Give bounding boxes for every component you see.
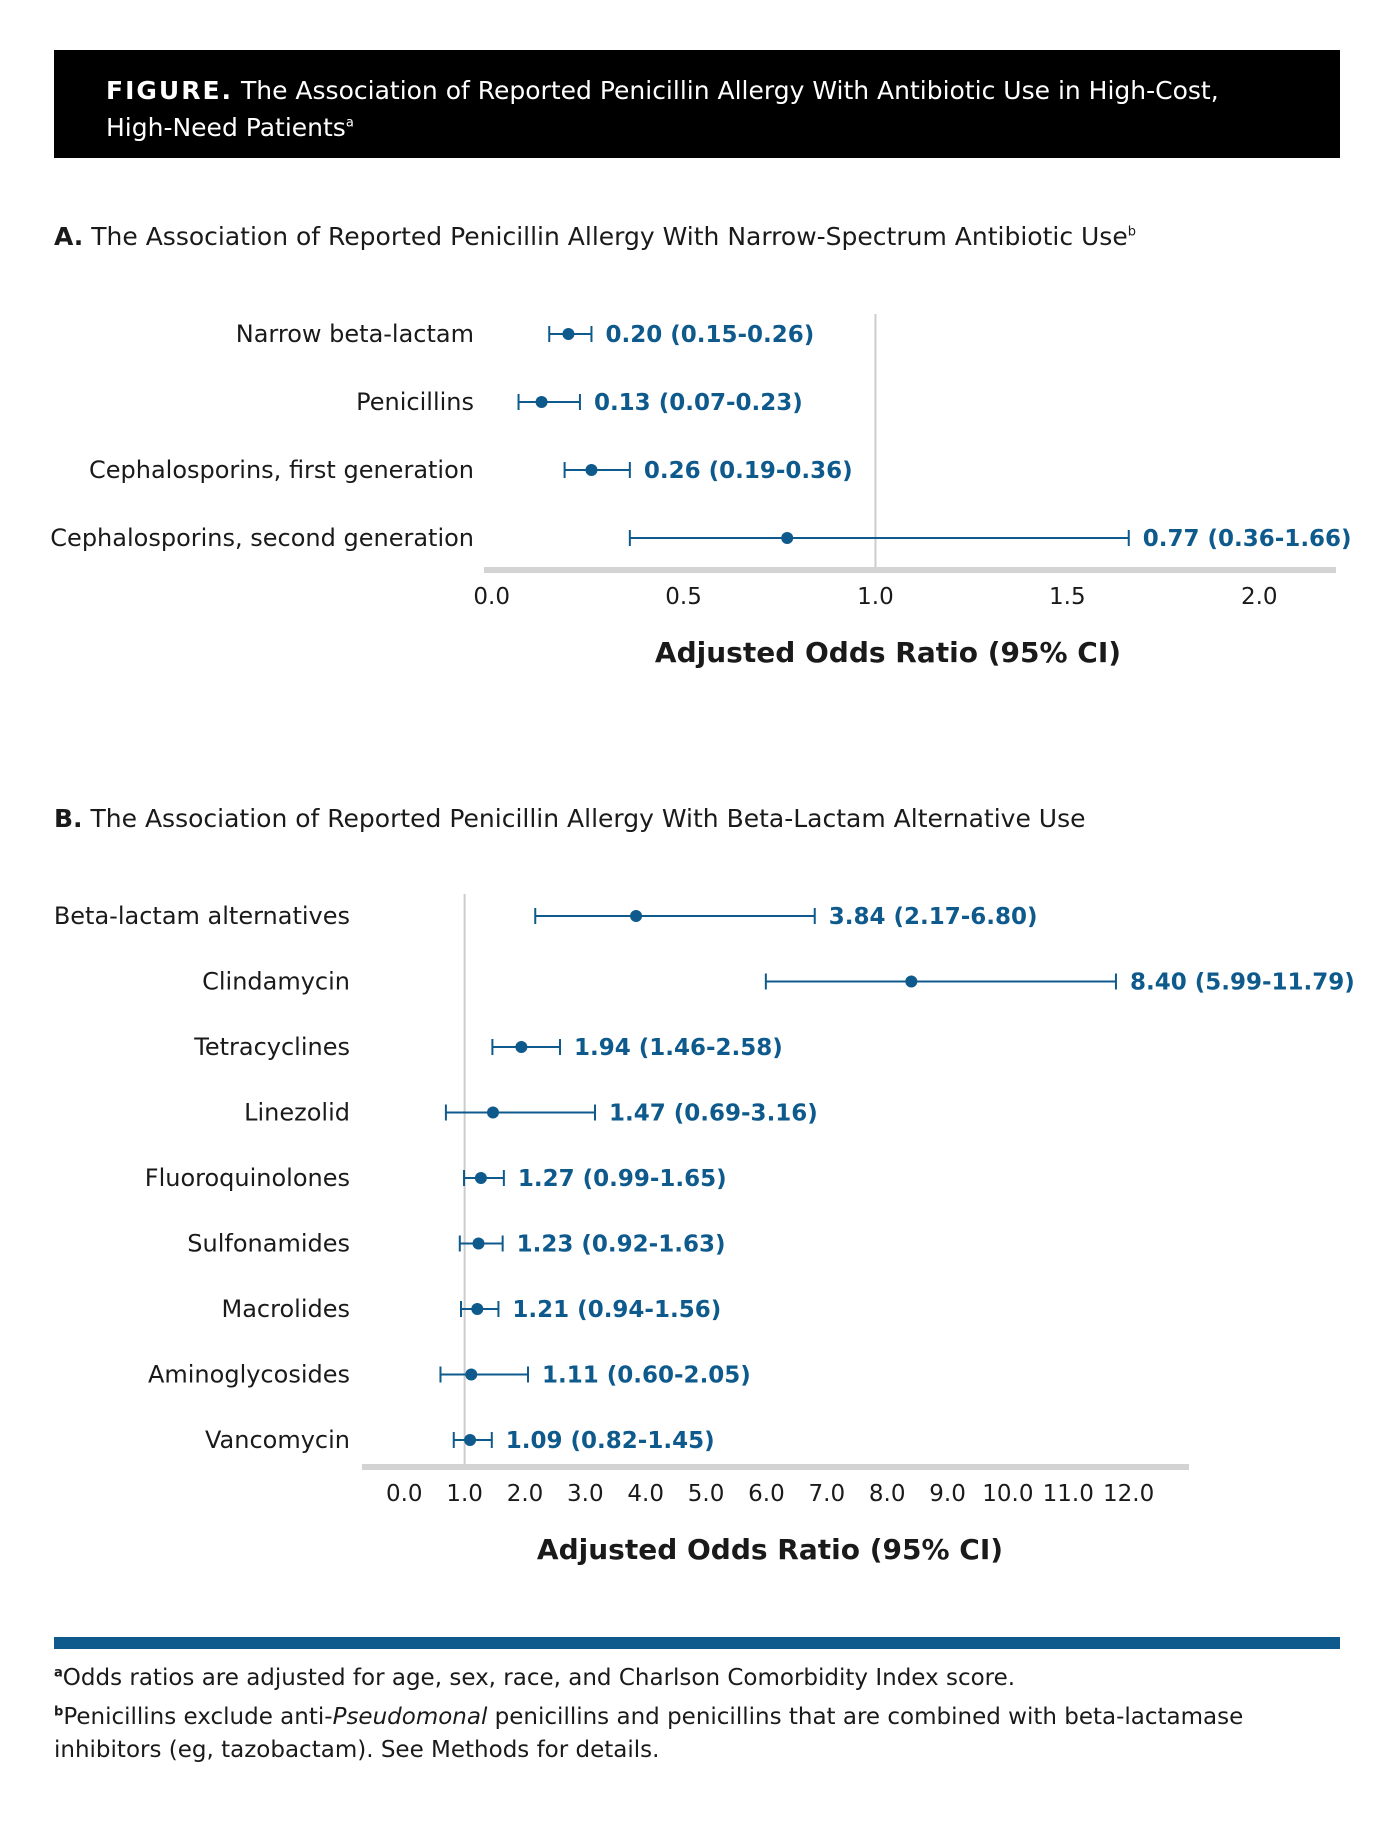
panel-a-row-label: Cephalosporins, second generation	[50, 524, 474, 552]
panel-b-value-label: 1.21 (0.94-1.56)	[512, 1297, 722, 1323]
forest-plot-a	[0, 300, 1393, 700]
panel-a-point-estimate	[562, 328, 574, 340]
panel-b-point-estimate	[473, 1238, 485, 1250]
panel-b-value-label: 1.94 (1.46-2.58)	[573, 1035, 783, 1061]
panel-b-row-label: Macrolides	[221, 1295, 350, 1323]
panel-b-tick-label: 7.0	[808, 1481, 846, 1507]
panel-a-tick-label: 2.0	[1240, 584, 1278, 610]
panel-b-row-label: Linezolid	[244, 1098, 350, 1127]
panel-a-value-label: 0.26 (0.19-0.36)	[643, 458, 853, 484]
panel-b-tick-label: 10.0	[982, 1481, 1034, 1507]
panel-b-point-estimate	[487, 1107, 499, 1119]
panel-b-row-label: Sulfonamides	[187, 1229, 350, 1258]
panel-a-row-label: Narrow beta-lactam	[235, 320, 474, 348]
footnote-a	[54, 1662, 1340, 1695]
panel-b-row-label: Tetracyclines	[194, 1033, 350, 1061]
panel-b-tick-label: 11.0	[1042, 1481, 1094, 1507]
footnotes	[54, 1662, 1340, 1773]
panel-a-row-label: Penicillins	[356, 388, 474, 416]
panel-b-point-estimate	[464, 1434, 476, 1446]
panel-b-point-estimate	[475, 1172, 487, 1184]
panel-a-point-estimate	[536, 396, 548, 408]
panel-a-tick-label: 0.0	[473, 584, 510, 610]
figure-title-line2: High-Need Patients	[106, 113, 346, 142]
panel-a-tick-label: 1.0	[857, 584, 894, 610]
panel-b-tick-label: 9.0	[929, 1481, 966, 1507]
panel-a-tick-label: 0.5	[665, 584, 702, 610]
footnote-a-text: Odds ratios are adjusted for age, sex, race, and Charlson Comorbidity Index score.	[62, 1665, 1016, 1691]
panel-a-row-label: Cephalosporins, first generation	[88, 456, 474, 484]
figure-title-footnote-mark: a	[345, 115, 354, 131]
panel-b-row-label: Fluoroquinolones	[144, 1164, 350, 1192]
panel-a-footnote-mark: b	[1127, 224, 1136, 240]
panel-a-point-estimate	[781, 532, 793, 544]
figure-title	[54, 50, 1340, 158]
footer-rule	[54, 1637, 1340, 1649]
figure-label: FIGURE.	[106, 76, 234, 105]
panel-a-letter: A.	[54, 222, 84, 251]
panel-a-x-axis-label: Adjusted Odds Ratio (95% CI)	[654, 636, 1122, 669]
panel-a-title-text: The Association of Reported Penicillin Allergy With Narrow-Spectrum Antibiotic Use	[91, 222, 1128, 251]
panel-b-tick-label: 3.0	[567, 1481, 604, 1507]
panel-b-value-label: 3.84 (2.17-6.80)	[828, 904, 1038, 930]
footnote-b	[54, 1701, 1340, 1767]
panel-b-tick-label: 1.0	[446, 1481, 483, 1507]
panel-b-point-estimate	[905, 976, 917, 988]
panel-b-tick-label: 5.0	[687, 1481, 725, 1507]
panel-b-row-label: Beta-lactam alternatives	[53, 902, 350, 930]
panel-b-row-label: Aminoglycosides	[147, 1360, 350, 1389]
panel-b-point-estimate	[515, 1041, 527, 1053]
panel-b-value-label: 1.27 (0.99-1.65)	[517, 1166, 727, 1192]
panel-b-row-label: Clindamycin	[202, 967, 350, 996]
panel-a-value-label: 0.77 (0.36-1.66)	[1142, 526, 1352, 552]
panel-b-tick-label: 12.0	[1103, 1481, 1155, 1507]
panel-b-value-label: 1.11 (0.60-2.05)	[542, 1362, 751, 1389]
panel-b-value-label: 1.47 (0.69-3.16)	[609, 1100, 818, 1127]
panel-a-point-estimate	[585, 464, 597, 476]
panel-a-value-label: 0.13 (0.07-0.23)	[593, 390, 803, 416]
panel-a-title	[54, 222, 1136, 251]
figure-title-line1: The Association of Reported Penicillin Allergy With Antibiotic Use in High-Cost,	[240, 76, 1219, 105]
panel-b-value-label: 1.23 (0.92-1.63)	[516, 1231, 726, 1258]
panel-b-tick-label: 4.0	[627, 1481, 665, 1507]
panel-b-point-estimate	[465, 1369, 477, 1381]
panel-b-tick-label: 8.0	[868, 1481, 906, 1507]
panel-b-tick-label: 6.0	[748, 1481, 785, 1507]
panel-b-value-label: 1.09 (0.82-1.45)	[505, 1428, 715, 1454]
panel-b-point-estimate	[471, 1303, 483, 1315]
panel-b-row-label: Vancomycin	[204, 1426, 350, 1454]
panel-b-value-label: 8.40 (5.99-11.79)	[1129, 969, 1355, 996]
panel-b-tick-label: 0.0	[385, 1481, 423, 1507]
footnote-b-mark: b	[54, 1704, 64, 1720]
footnote-b-text-italic: Pseudomonal	[332, 1704, 488, 1730]
panel-b-x-axis-label: Adjusted Odds Ratio (95% CI)	[536, 1533, 1004, 1566]
panel-b-title	[54, 804, 1085, 833]
panel-a-tick-label: 1.5	[1049, 584, 1086, 610]
footnote-b-text-2: penicillins and penicillins that are combined with beta-lactamase inhibitors (eg, tazobactam). See Methods for details.	[54, 1704, 1244, 1763]
forest-plot-b	[0, 880, 1393, 1600]
panel-b-title-text: The Association of Reported Penicillin Allergy With Beta-Lactam Alternative Use	[90, 804, 1086, 833]
panel-b-letter: B.	[54, 804, 83, 833]
panel-b-tick-label: 2.0	[506, 1481, 544, 1507]
footnote-b-text-1: Penicillins exclude anti-	[63, 1704, 333, 1730]
panel-a-value-label: 0.20 (0.15-0.26)	[605, 322, 815, 348]
panel-b-point-estimate	[630, 910, 642, 922]
footnote-a-mark: a	[54, 1665, 63, 1681]
